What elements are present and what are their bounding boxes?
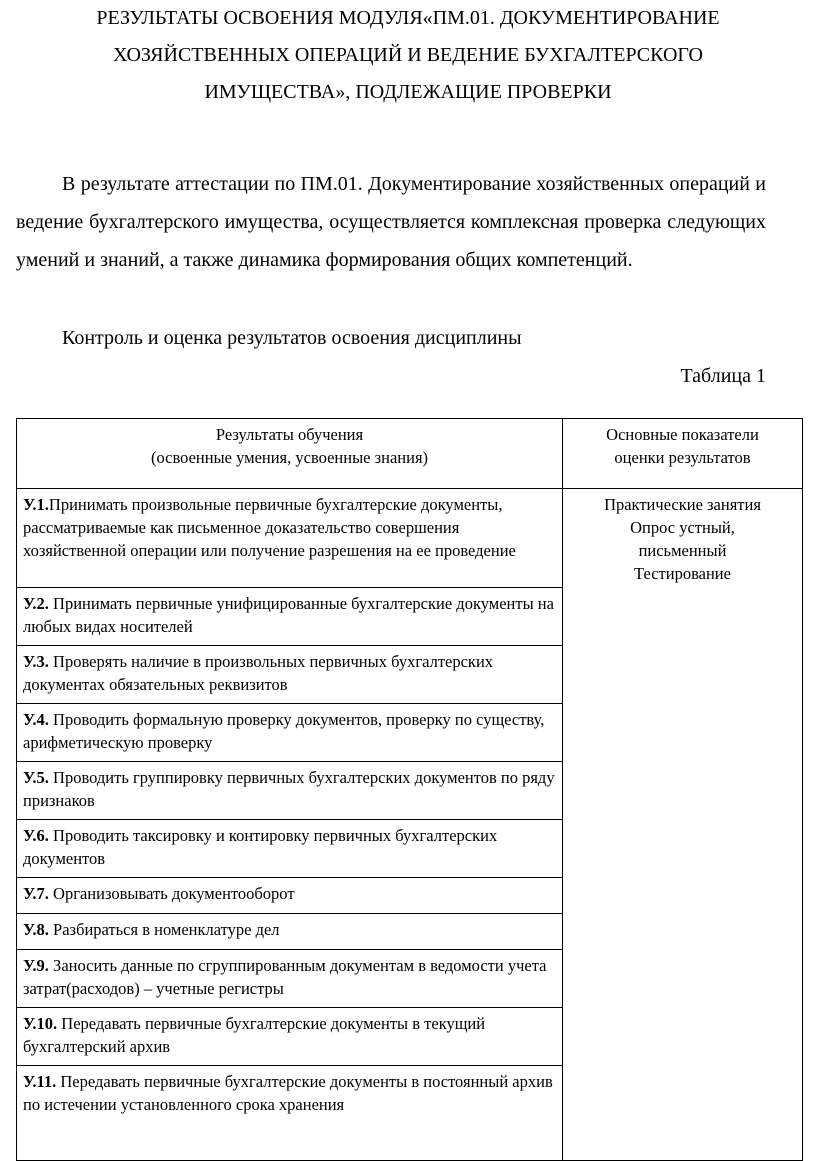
indicator-item: письменный (638, 541, 727, 560)
indicator-item: Практические занятия (604, 495, 761, 514)
indicator-item: Опрос устный, (630, 518, 735, 537)
skill-text: Проводить группировку первичных бухгалтерских документов по ряду признаков (23, 768, 555, 810)
header-results-line-1: Результаты обучения (215, 425, 364, 444)
skill-text: Проверять наличие в произвольных первичных бухгалтерских документах обязательных реквизитов (23, 652, 494, 694)
header-indicators-line-1: Основные показатели (606, 425, 759, 444)
skill-code: У.6. (23, 826, 49, 845)
skill-code: У.8. (23, 920, 49, 939)
control-paragraph: Контроль и оценка результатов освоения дисциплины (62, 327, 522, 349)
skill-code: У.5. (23, 768, 49, 787)
skill-cell (17, 820, 563, 878)
skill-text: Заносить данные по сгруппированным документам в ведомости учета затрат(расходов) – учетные регистры (23, 956, 547, 998)
results-table (16, 418, 803, 1161)
table-label: Таблица 1 (680, 365, 766, 387)
skill-text: Передавать первичные бухгалтерские документы в постоянный архив по истечении установленного срока хранения (23, 1072, 553, 1114)
skill-code: У.2. (23, 594, 49, 613)
skill-cell (17, 878, 563, 914)
skill-text: Разбираться в номенклатуре дел (48, 920, 280, 939)
indicator-item: Тестирование (634, 564, 731, 583)
skill-cell (17, 950, 563, 1008)
skill-code: У.7. (23, 884, 49, 903)
skill-cell (17, 1066, 563, 1161)
skill-text: Принимать произвольные первичные бухгалтерские документы, рассматриваемые как письменное доказательство совершения хозяйственной операции или получение разрешения на ее проведение (23, 495, 516, 560)
skill-text: Принимать первичные унифицированные бухгалтерские документы на любых видах носителей (23, 594, 554, 636)
header-indicators (563, 419, 803, 489)
table-row (17, 489, 803, 588)
header-indicators-line-2: оценки результатов (614, 448, 751, 467)
skill-text: Проводить таксировку и контировку первичных бухгалтерских документов (23, 826, 498, 868)
skill-cell (17, 489, 563, 588)
skill-cell (17, 1008, 563, 1066)
skill-code: У.4. (23, 710, 49, 729)
skill-text: Организовывать документооборот (48, 884, 295, 903)
skill-code: У.1. (23, 495, 49, 514)
table-header-row (17, 419, 803, 489)
intro-paragraph: В результате аттестации по ПМ.01. Документирование хозяйственных операций и ведение бухгалтерского имущества, осуществляется комплексная проверка следующих умений и знаний, а также динамика формирования общих компетенций. (16, 173, 766, 271)
skill-code: У.11. (23, 1072, 57, 1091)
page-title (0, 0, 816, 111)
skill-cell (17, 914, 563, 950)
skill-text: Передавать первичные бухгалтерские документы в текущий бухгалтерский архив (23, 1014, 486, 1056)
skill-code: У.9. (23, 956, 49, 975)
skill-code: У.3. (23, 652, 49, 671)
skill-cell (17, 588, 563, 646)
skill-cell (17, 646, 563, 704)
header-results-line-2: (освоенные умения, усвоенные знания) (150, 448, 429, 467)
skill-code: У.10. (23, 1014, 58, 1033)
title-line-1: РЕЗУЛЬТАТЫ ОСВОЕНИЯ МОДУЛЯ«ПМ.01. ДОКУМЕНТИРОВАНИЕ (96, 7, 720, 29)
title-line-3: ИМУЩЕСТВА», ПОДЛЕЖАЩИЕ ПРОВЕРКИ (204, 81, 612, 103)
indicators-cell (563, 489, 803, 1161)
skill-text: Проводить формальную проверку документов, проверку по существу, арифметическую проверку (23, 710, 545, 752)
header-results (17, 419, 563, 489)
skill-cell (17, 762, 563, 820)
title-line-2: ХОЗЯЙСТВЕННЫХ ОПЕРАЦИЙ И ВЕДЕНИЕ БУХГАЛТЕРСКОГО (113, 44, 703, 66)
skill-cell (17, 704, 563, 762)
